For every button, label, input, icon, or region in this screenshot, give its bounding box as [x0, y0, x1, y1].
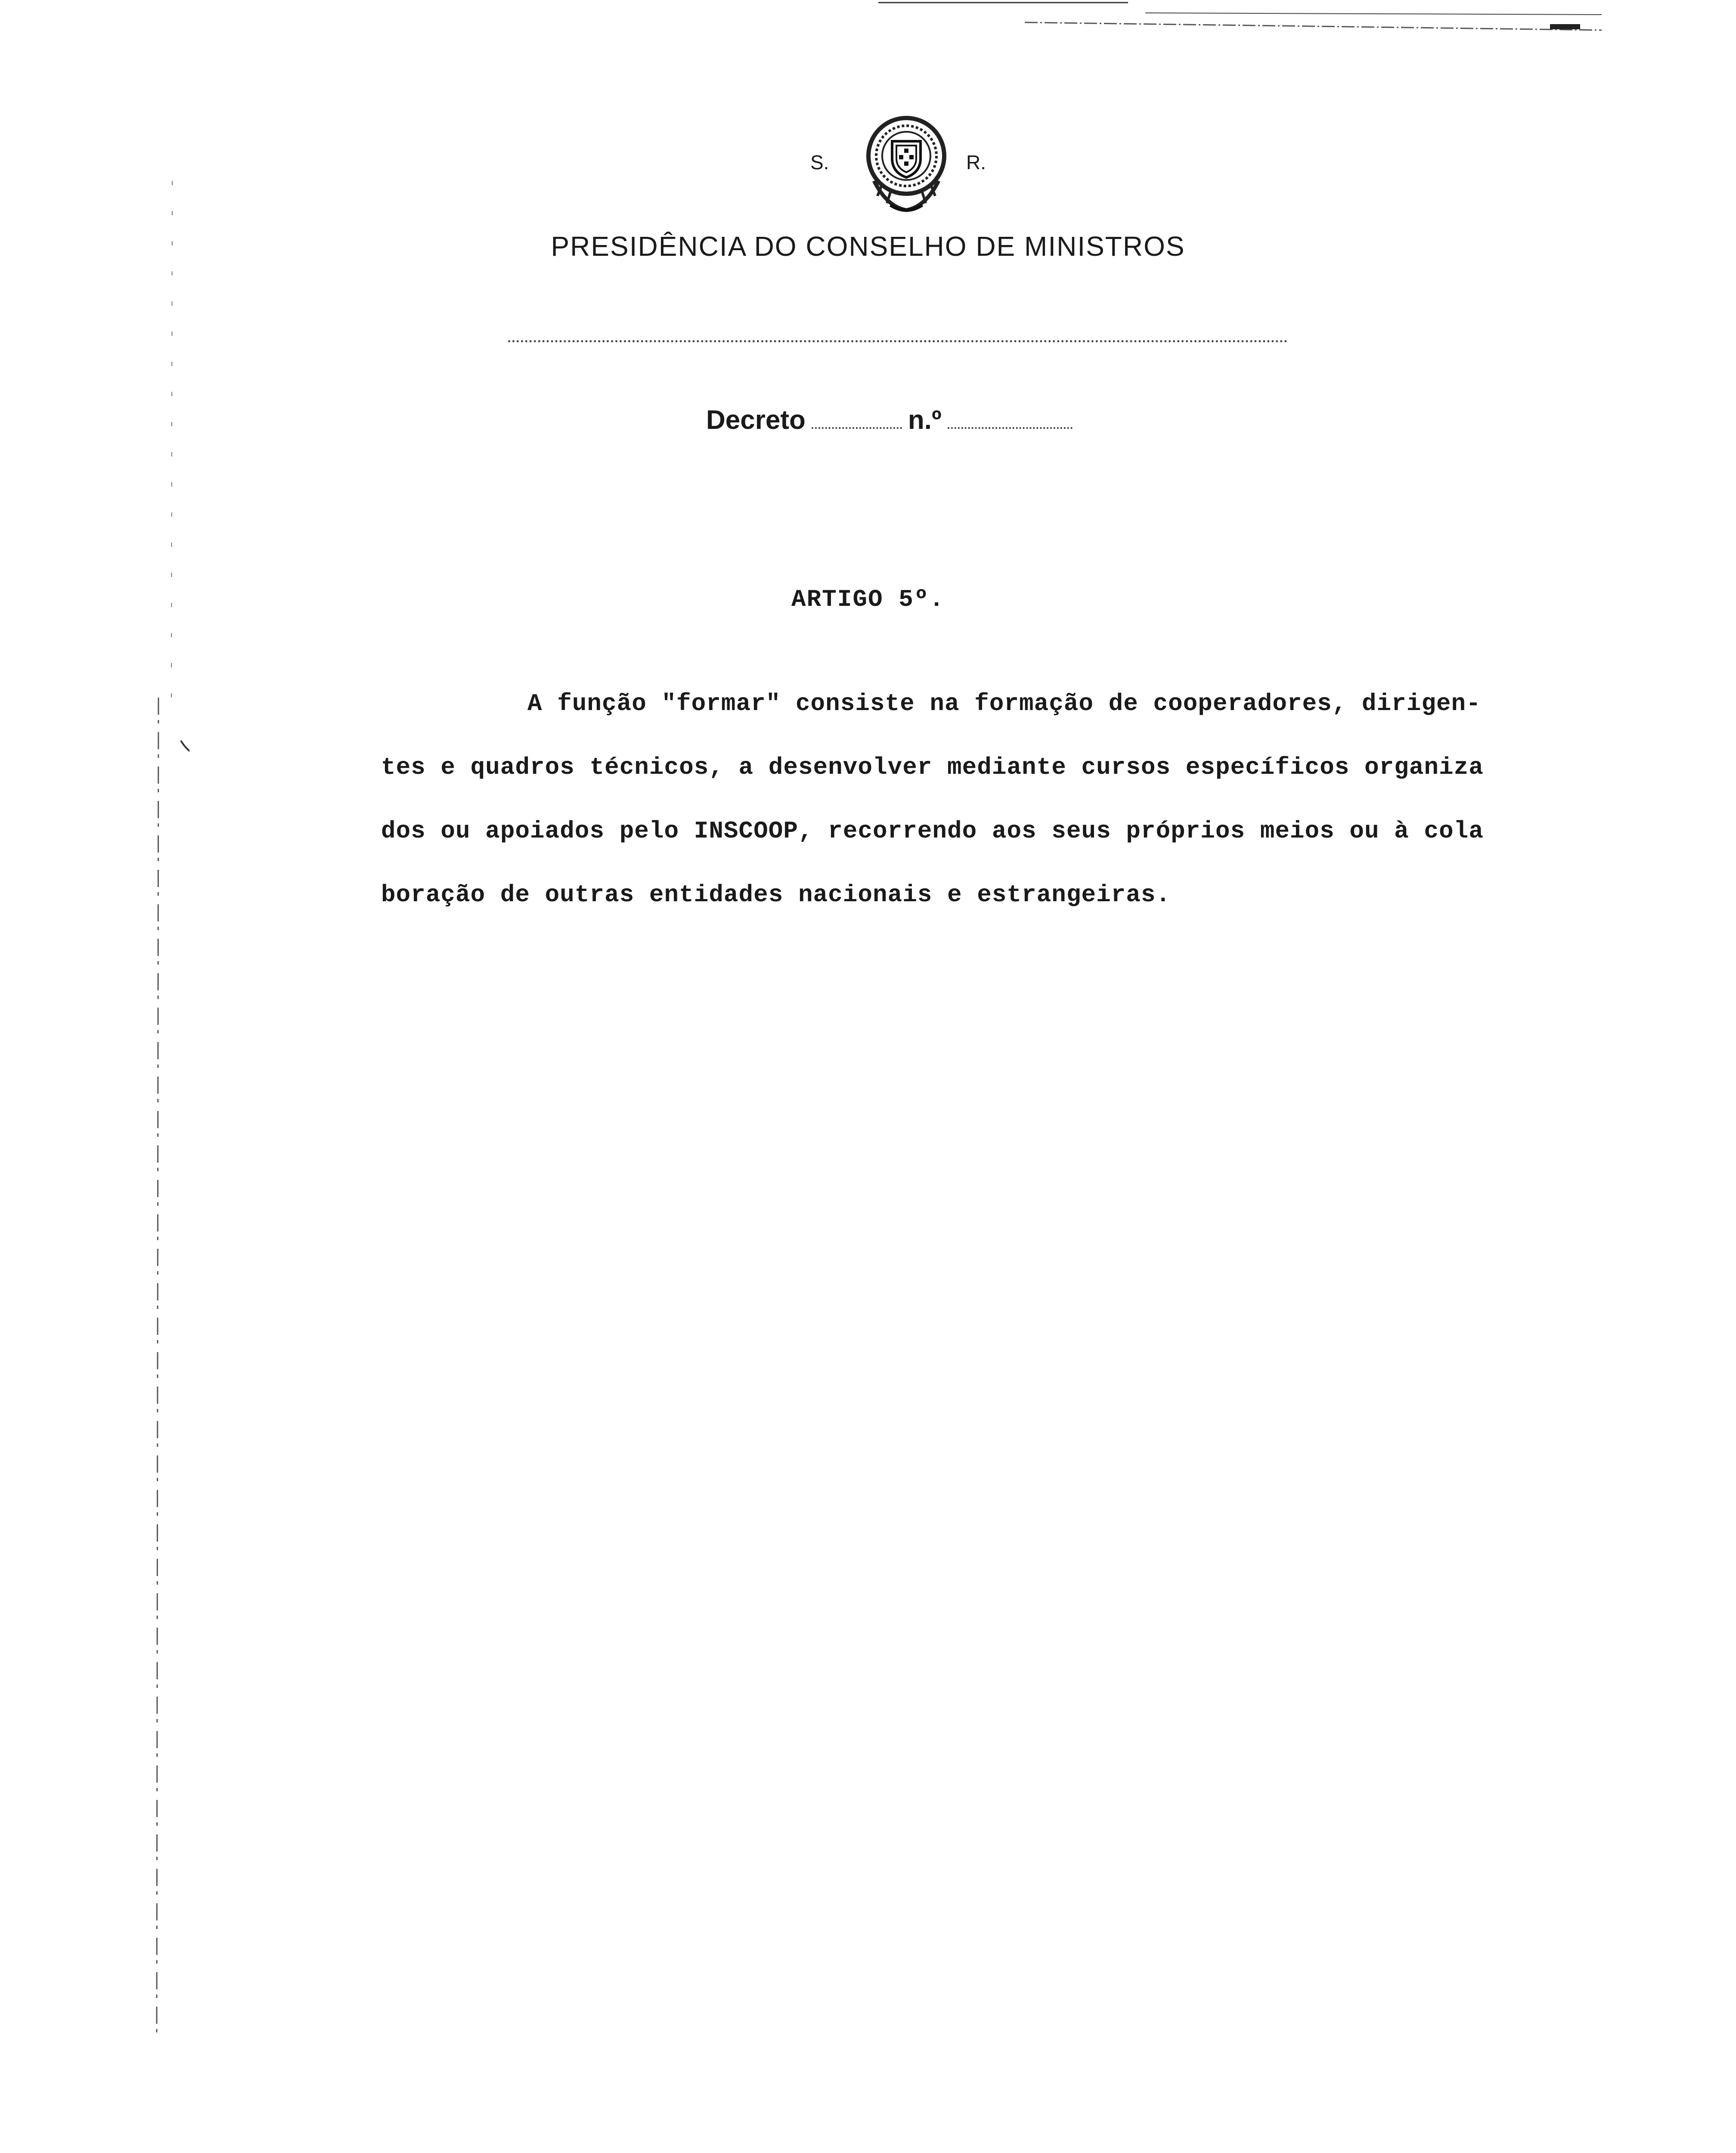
- letter-s: S.: [810, 151, 829, 174]
- scan-edge-left: [129, 181, 189, 2032]
- article-line: tes e quadros técnicos, a desenvolver mediante cursos específicos organiza: [381, 754, 1484, 781]
- letter-r: R.: [966, 151, 986, 174]
- decree-label: Decreto: [706, 405, 806, 435]
- decree-line: [706, 405, 1079, 435]
- number-label: n.º: [908, 405, 942, 435]
- scan-edge-top: [861, 0, 1602, 34]
- coat-of-arms-icon: [857, 108, 956, 215]
- article-title: ARTIGO 5º.: [791, 586, 945, 613]
- decree-blank: [812, 423, 902, 429]
- article-line: dos ou apoiados pelo INSCOOP, recorrendo aos seus próprios meios ou à cola: [381, 817, 1484, 845]
- letterhead: [0, 99, 1736, 262]
- dotted-rule: [508, 340, 1287, 342]
- ministry-title: PRESIDÊNCIA DO CONSELHO DE MINISTROS: [551, 231, 1185, 262]
- article-line: boração de outras entidades nacionais e estrangeiras.: [381, 881, 1171, 909]
- article-line: A função "formar" consiste na formação de cooperadores, dirigen-: [527, 690, 1481, 717]
- number-blank: [948, 423, 1073, 429]
- article-body: [381, 672, 1569, 927]
